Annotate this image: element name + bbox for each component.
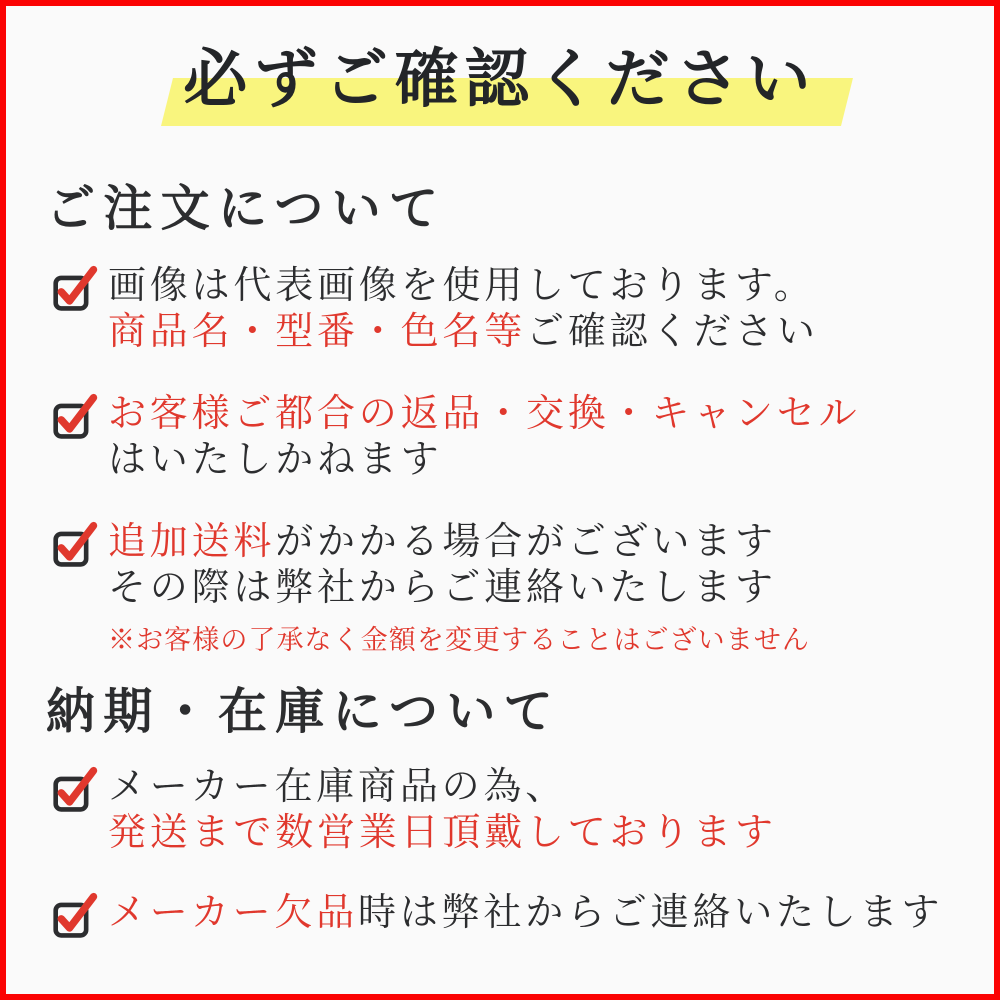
item-line-text: はいたしかねます	[108, 438, 443, 481]
checklist-item-extra-shipping	[52, 519, 954, 611]
checklist-item-maker-shortage	[52, 890, 954, 942]
item-line	[108, 309, 954, 355]
checklist-item-returns	[52, 391, 954, 483]
item-line	[108, 263, 954, 309]
item-text	[108, 890, 954, 936]
checked-checkbox-icon	[52, 391, 100, 443]
item-line	[108, 810, 954, 856]
item-line-emphasis: お客様ご都合の返品・交換・キャンセル	[108, 392, 861, 435]
price-change-note: ※お客様の了承なく金額を変更することはございません	[108, 624, 810, 655]
item-line	[108, 890, 954, 936]
item-line	[108, 437, 954, 483]
item-line-emphasis: 発送まで数営業日頂戴しております	[108, 811, 777, 854]
item-text	[108, 764, 954, 856]
section-delivery	[46, 683, 954, 942]
checked-checkbox-icon	[52, 519, 100, 571]
checked-checkbox-icon	[52, 764, 100, 816]
item-line	[108, 519, 954, 565]
item-text	[108, 263, 954, 355]
item-line-emphasis: 商品名・型番・色名等	[108, 310, 527, 353]
section-delivery-heading: 納期・在庫について	[46, 683, 561, 739]
checked-checkbox-icon	[52, 263, 100, 315]
checklist-item-representative-image	[52, 263, 954, 355]
item-line-emphasis: 追加送料	[108, 520, 276, 563]
page-title: 必ずご確認ください	[183, 44, 817, 115]
item-line	[108, 565, 954, 611]
item-line	[108, 764, 954, 810]
item-line-text: ご確認ください	[526, 310, 819, 353]
item-line-emphasis: メーカー欠品	[108, 891, 359, 934]
notice-content	[6, 40, 994, 942]
title-wrap	[183, 40, 817, 120]
item-text	[108, 391, 954, 483]
item-line-text: メーカー在庫商品の為、	[108, 765, 568, 808]
item-line	[108, 391, 954, 437]
item-line-text: 時は弊社からご連絡いたします	[358, 891, 944, 934]
item-line-text: その際は弊社からご連絡いたします	[108, 566, 777, 609]
page-header	[46, 40, 954, 120]
checked-checkbox-icon	[52, 890, 100, 942]
checklist-item-maker-stock	[52, 764, 954, 856]
section-order	[46, 180, 954, 657]
item-text	[108, 519, 954, 611]
section-order-heading: ご注文について	[46, 181, 447, 236]
item-line-text: 画像は代表画像を使用しております。	[108, 264, 816, 307]
item-line-text: がかかる場合がございます	[275, 520, 777, 563]
